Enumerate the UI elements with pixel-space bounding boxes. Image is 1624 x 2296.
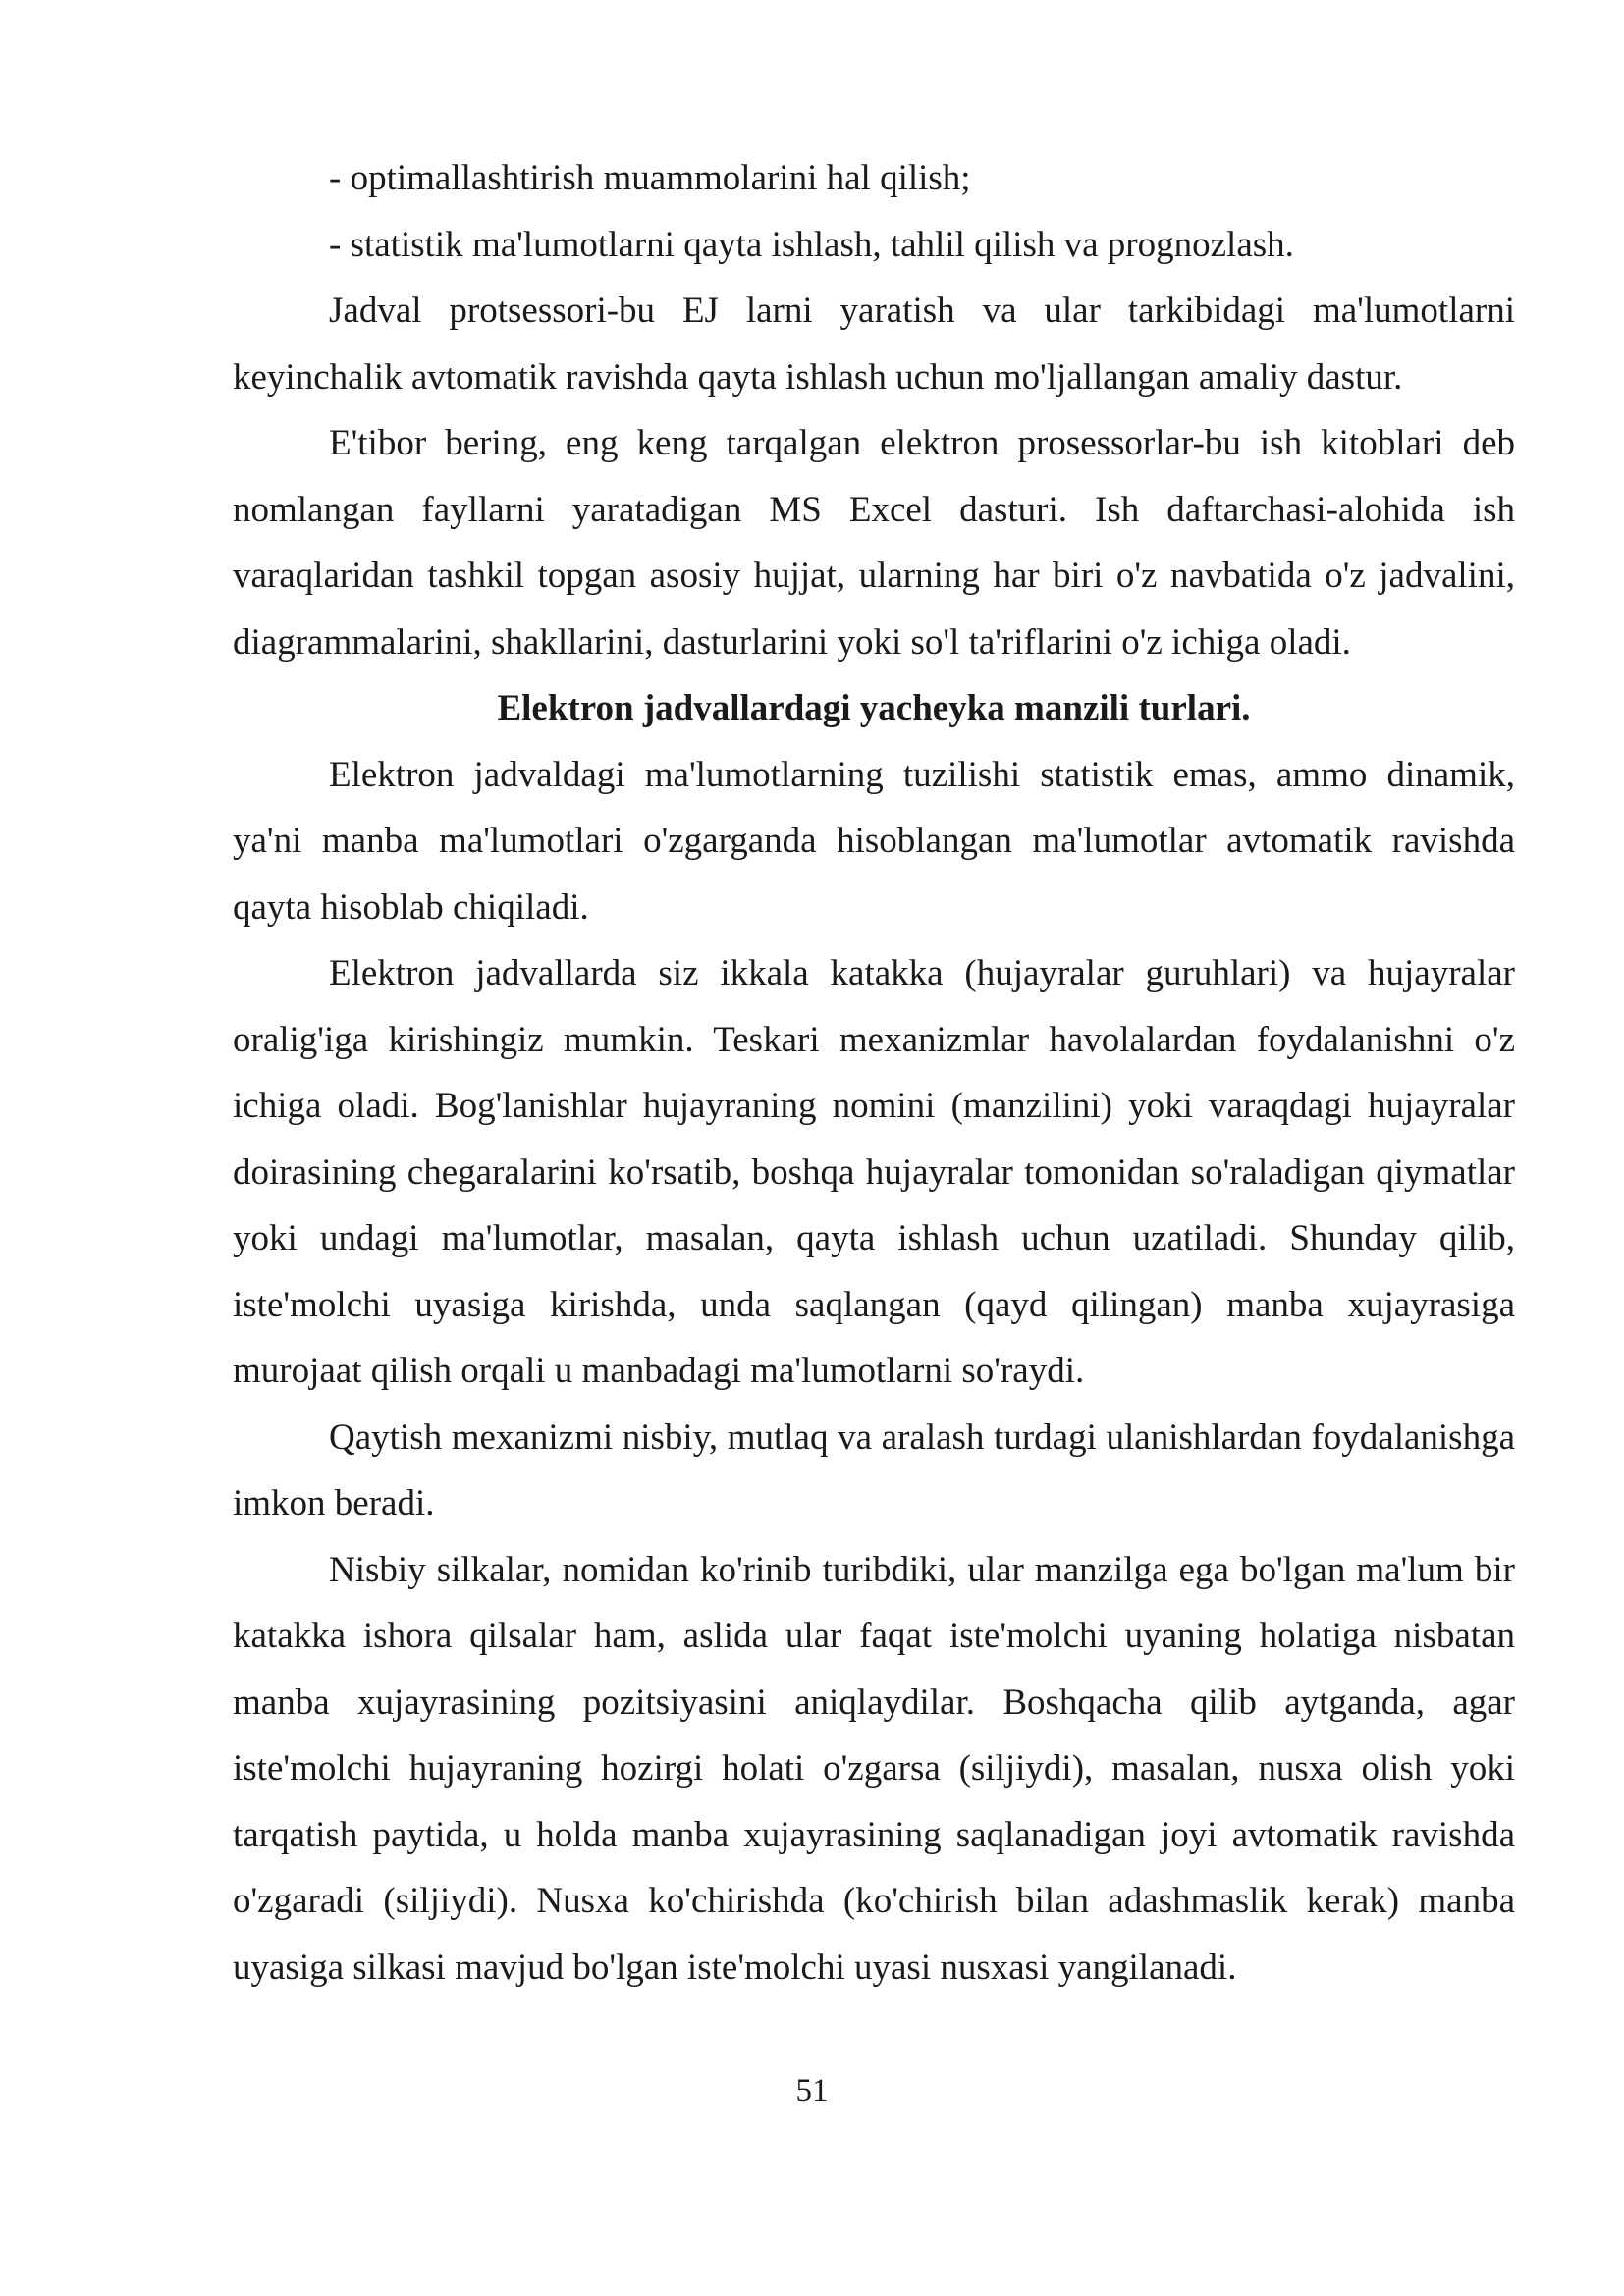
paragraph: Qaytish mexanizmi nisbiy, mutlaq va aralash turdagi ulanishlardan foydalanishga imkon beradi. bbox=[233, 1416, 1515, 1523]
bullet-item: - statistik ma'lumotlarni qayta ishlash, tahlil qilish va prognozlash. bbox=[329, 224, 1294, 265]
bullet-item: - optimallashtirish muammolarini hal qilish; bbox=[329, 158, 971, 198]
paragraph: Elektron jadvallarda siz ikkala katakka (hujayralar guruhlari) va hujayralar oralig'iga kirishingiz mumkin. Teskari mexanizmlar havolalardan foydalanishni o'z ichiga oladi. Bog'lanishlar hujayraning nomini (manzilini) yoki varaqdagi hujayralar doirasining chegaralarini ko'rsatib, boshqa hujayralar tomonidan so'raladigan qiymatlar yoki undagi ma'lumotlar, masalan, qayta ishlash uchun uzatiladi. Shunday qilib, iste'molchi uyasiga kirishda, unda saqlangan (qayd qilingan) manba xujayrasiga murojaat qilish orqali u manbadagi ma'lumotlarni so'raydi. bbox=[233, 953, 1515, 1391]
document-page bbox=[233, 145, 1515, 2001]
paragraph: Nisbiy silkalar, nomidan ko'rinib turibdiki, ular manzilga ega bo'lgan ma'lum bir katakka ishora qilsalar ham, aslida ular faqat iste'molchi uyaning holatiga nisbatan manba xujayrasining pozitsiyasini aniqlaydilar. Boshqacha qilib aytganda, agar iste'molchi hujayraning hozirgi holati o'zgarsa (siljiydi), masalan, nusxa olish yoki tarqatish paytida, u holda manba xujayrasining saqlanadigan joyi avtomatik ravishda o'zgaradi (siljiydi). Nusxa ko'chirishda (ko'chirish bilan adashmaslik kerak) manba uyasiga silkasi mavjud bo'lgan iste'molchi uyasi nusxasi yangilanadi. bbox=[233, 1549, 1515, 1988]
section-heading: Elektron jadvallardagi yacheyka manzili turlari. bbox=[497, 688, 1251, 728]
page-number: 51 bbox=[795, 2073, 829, 2109]
paragraph: E'tibor bering, eng keng tarqalgan elektron prosessorlar-bu ish kitoblari deb nomlangan fayllarni yaratadigan MS Excel dasturi. Ish daftarchasi-alohida ish varaqlaridan tashkil topgan asosiy hujjat, ularning har biri o'z navbatida o'z jadvalini, diagrammalarini, shakllarini, dasturlarini yoki so'l ta'riflarini o'z ichiga oladi. bbox=[233, 423, 1515, 663]
paragraph: Jadval protsessori-bu EJ larni yaratish va ular tarkibidagi ma'lumotlarni keyinchalik avtomatik ravishda qayta ishlash uchun mo'ljallangan amaliy dastur. bbox=[233, 291, 1515, 398]
paragraph: Elektron jadvaldagi ma'lumotlarning tuzilishi statistik emas, ammo dinamik, ya'ni manba ma'lumotlari o'zgarganda hisoblangan ma'lumotlar avtomatik ravishda qayta hisoblab chiqiladi. bbox=[233, 754, 1515, 928]
